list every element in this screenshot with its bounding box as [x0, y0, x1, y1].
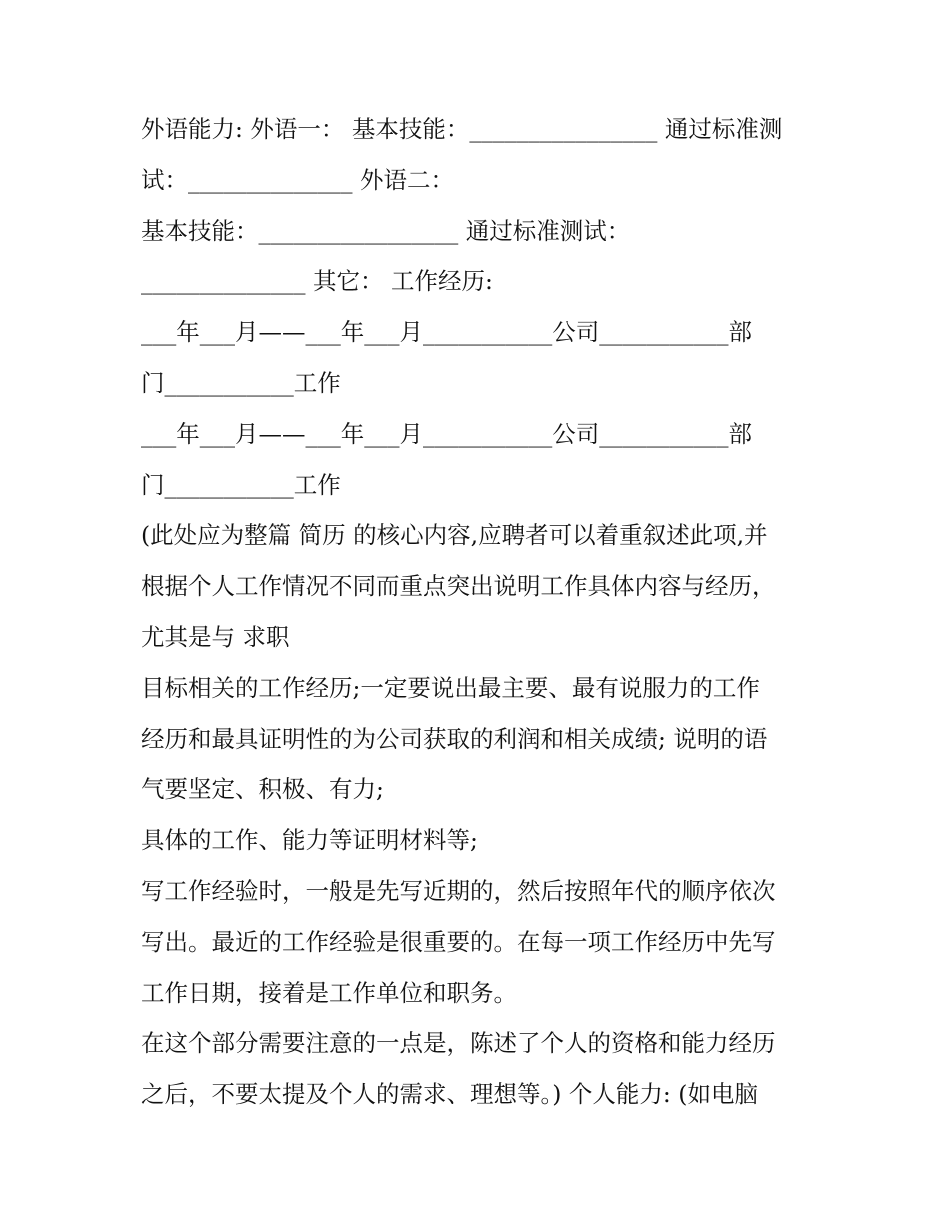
- text-line: 尤其是与 求职: [141, 622, 290, 651]
- text-line: 写出。最近的工作经验是很重要的。在每一项工作经历中先写: [141, 927, 776, 956]
- text-line: 试：______________ 外语二：: [141, 165, 454, 194]
- text-line: 外语能力: 外语一： 基本技能：________________ 通过标准测: [141, 115, 783, 143]
- text-line: 门___________工作: [141, 368, 341, 397]
- text-line: 门___________工作: [141, 470, 341, 499]
- text-line: 目标相关的工作经历;一定要说出最主要、最有说服力的工作: [141, 673, 760, 702]
- text-line: 气要坚定、积极、有力;: [141, 775, 384, 804]
- document-body: [141, 104, 821, 1120]
- text-line: 经历和最具证明性的为公司获取的利润和相关成绩; 说明的语: [141, 724, 768, 753]
- text-line: 工作日期，接着是工作单位和职务。: [141, 978, 517, 1007]
- text-line: 在这个部分需要注意的一点是，陈述了个人的资格和能力经历: [141, 1029, 776, 1058]
- text-line: ___年___月——___年___月___________公司___________部: [141, 419, 752, 448]
- text-line: 具体的工作、能力等证明材料等;: [141, 826, 478, 855]
- text-line: 基本技能：_________________ 通过标准测试：: [141, 216, 631, 245]
- text-line: ______________ 其它： 工作经历:: [141, 267, 493, 296]
- text-line: 根据个人工作情况不同而重点突出说明工作具体内容与经历，: [141, 572, 776, 601]
- text-line: 写工作经验时，一般是先写近期的，然后按照年代的顺序依次: [141, 876, 776, 905]
- text-line: 之后，不要太提及个人的需求、理想等。) 个人能力: (如电脑: [141, 1080, 758, 1109]
- text-line: ___年___月——___年___月___________公司___________部: [141, 318, 752, 347]
- text-line: (此处应为整篇 简历 的核心内容,应聘者可以着重叙述此项,并: [141, 521, 768, 550]
